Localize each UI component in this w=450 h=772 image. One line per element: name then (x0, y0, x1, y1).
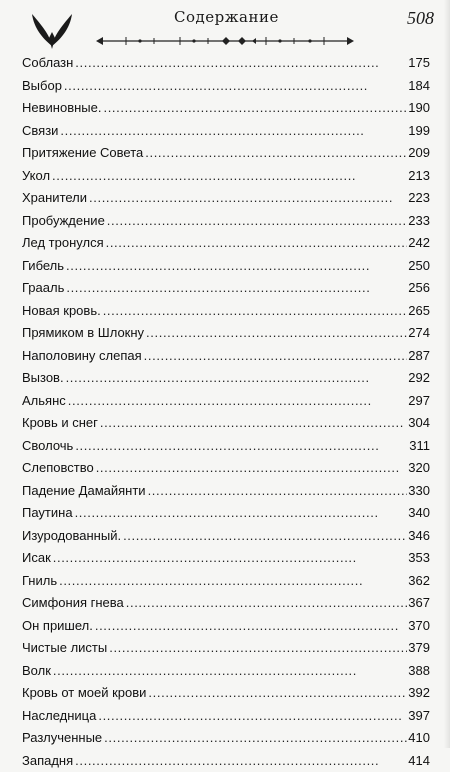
toc-entry-title: Падение Дамайянти (22, 480, 146, 503)
toc-entry-title: Волк (22, 660, 51, 683)
toc-entry-title: Сволочь (22, 435, 73, 458)
toc-entry (22, 52, 430, 75)
toc-entry-title: Исак (22, 547, 51, 570)
toc-entry-page-number: 330 (408, 480, 430, 503)
toc-entry (22, 277, 430, 300)
toc-entry-page-number: 367 (408, 592, 430, 615)
toc-dot-leader (148, 480, 408, 503)
toc-entry-page-number: 256 (408, 277, 430, 300)
toc-dot-leader (148, 682, 407, 705)
toc-entry-page-number: 370 (408, 615, 430, 638)
toc-dot-leader (98, 705, 407, 728)
toc-entry (22, 142, 430, 165)
toc-entry-page-number: 346 (408, 525, 430, 548)
toc-entry (22, 435, 430, 458)
toc-dot-leader (66, 367, 408, 390)
toc-entry-page-number: 397 (408, 705, 430, 728)
toc-entry-page-number: 410 (408, 727, 430, 750)
toc-entry (22, 525, 430, 548)
toc-dot-leader (66, 277, 407, 300)
toc-entry (22, 165, 430, 188)
toc-entry-title: Кровь и снег (22, 412, 98, 435)
toc-entry-page-number: 304 (408, 412, 430, 435)
toc-dot-leader (53, 547, 408, 570)
toc-dot-leader (59, 570, 407, 593)
toc-dot-leader (52, 165, 407, 188)
toc-dot-leader (146, 322, 407, 345)
toc-dot-leader (95, 615, 407, 638)
toc-entry (22, 367, 430, 390)
toc-dot-leader (106, 232, 408, 255)
raven-wings-icon (30, 12, 74, 50)
toc-dot-leader (75, 750, 407, 772)
toc-entry (22, 390, 430, 413)
toc-entry (22, 615, 430, 638)
toc-dot-leader (107, 210, 408, 233)
toc-entry (22, 255, 430, 278)
toc-entry (22, 187, 430, 210)
page-header (0, 0, 450, 52)
toc-entry-page-number: 209 (408, 142, 430, 165)
toc-entry-page-number: 353 (408, 547, 430, 570)
toc-entry-page-number: 392 (408, 682, 430, 705)
toc-entry-title: Прямиком в Шлокну (22, 322, 144, 345)
toc-entry (22, 457, 430, 480)
toc-entry-page-number: 292 (408, 367, 430, 390)
toc-entry-title: Симфония гнева (22, 592, 124, 615)
toc-dot-leader (109, 637, 407, 660)
toc-dot-leader (53, 660, 407, 683)
toc-dot-leader (75, 52, 407, 75)
toc-dot-leader (145, 142, 407, 165)
page-edge-shadow (444, 0, 450, 748)
toc-entry (22, 547, 430, 570)
toc-entry-title: Кровь от моей крови (22, 682, 146, 705)
toc-entry-title: Соблазн (22, 52, 73, 75)
toc-dot-leader (75, 502, 408, 525)
page-number: 508 (407, 8, 434, 29)
toc-entry-page-number: 287 (408, 345, 430, 368)
toc-dot-leader (60, 120, 407, 143)
toc-entry (22, 232, 430, 255)
toc-entry (22, 210, 430, 233)
toc-dot-leader (68, 390, 408, 413)
toc-dot-leader (103, 97, 407, 120)
toc-entry (22, 120, 430, 143)
toc-entry-title: Пробуждение (22, 210, 105, 233)
toc-entry (22, 682, 430, 705)
toc-dot-leader (126, 592, 408, 615)
toc-entry-page-number: 250 (408, 255, 430, 278)
toc-dot-leader (89, 187, 407, 210)
toc-entry (22, 480, 430, 503)
toc-entry (22, 97, 430, 120)
toc-dot-leader (104, 727, 407, 750)
toc-entry (22, 705, 430, 728)
toc-entry (22, 727, 430, 750)
header-ornament-divider (96, 34, 354, 48)
toc-entry-page-number: 414 (408, 750, 430, 772)
toc-entry-page-number: 190 (408, 97, 430, 120)
toc-entry-page-number: 297 (408, 390, 430, 413)
toc-entry-title: Грааль (22, 277, 64, 300)
toc-entry-title: Укол (22, 165, 50, 188)
toc-entry-page-number: 379 (408, 637, 430, 660)
toc-entry (22, 300, 430, 323)
toc-entry-page-number: 175 (408, 52, 430, 75)
toc-entry-title: Гибель (22, 255, 64, 278)
toc-entry-page-number: 184 (408, 75, 430, 98)
toc-entry-title: Слеповство (22, 457, 94, 480)
table-of-contents (22, 52, 430, 772)
toc-entry-title: Притяжение Совета (22, 142, 143, 165)
toc-entry (22, 412, 430, 435)
toc-entry (22, 502, 430, 525)
toc-entry-title: Разлученные (22, 727, 102, 750)
toc-dot-leader (144, 345, 408, 368)
toc-dot-leader (96, 457, 408, 480)
toc-entry-title: Альянс (22, 390, 66, 413)
toc-entry (22, 570, 430, 593)
toc-dot-leader (66, 255, 407, 278)
toc-entry-page-number: 213 (408, 165, 430, 188)
toc-entry-title: Хранители (22, 187, 87, 210)
toc-dot-leader (103, 300, 408, 323)
toc-entry-page-number: 223 (408, 187, 430, 210)
toc-dot-leader (75, 435, 408, 458)
toc-entry-title: Наследница (22, 705, 96, 728)
toc-entry-title: Выбор (22, 75, 62, 98)
toc-entry (22, 322, 430, 345)
toc-entry-page-number: 265 (408, 300, 430, 323)
toc-entry-title: Связи (22, 120, 58, 143)
toc-entry-title: Лед тронулся (22, 232, 104, 255)
toc-entry-page-number: 362 (408, 570, 430, 593)
toc-entry-title: Западня (22, 750, 73, 772)
toc-entry-page-number: 340 (408, 502, 430, 525)
toc-entry (22, 750, 430, 772)
toc-entry-page-number: 199 (408, 120, 430, 143)
toc-entry (22, 637, 430, 660)
toc-entry-title: Наполовину слепая (22, 345, 142, 368)
toc-dot-leader (123, 525, 407, 548)
toc-dot-leader (100, 412, 407, 435)
toc-entry-page-number: 311 (409, 435, 430, 458)
toc-entry-page-number: 233 (408, 210, 430, 233)
toc-entry (22, 345, 430, 368)
toc-entry-page-number: 274 (408, 322, 430, 345)
toc-entry-title: Новая кровь. (22, 300, 101, 323)
toc-entry (22, 592, 430, 615)
toc-entry-title: Чистые листы (22, 637, 107, 660)
toc-entry-title: Он пришел. (22, 615, 93, 638)
toc-entry-title: Гниль (22, 570, 57, 593)
toc-entry (22, 660, 430, 683)
toc-entry-page-number: 320 (408, 457, 430, 480)
toc-entry-page-number: 388 (408, 660, 430, 683)
toc-dot-leader (64, 75, 407, 98)
toc-entry-title: Невиновные. (22, 97, 101, 120)
toc-entry-page-number: 242 (408, 232, 430, 255)
toc-entry-title: Паутина (22, 502, 73, 525)
toc-entry (22, 75, 430, 98)
running-title: Содержание (174, 8, 279, 26)
toc-entry-title: Изуродованный. (22, 525, 121, 548)
toc-entry-title: Вызов. (22, 367, 64, 390)
